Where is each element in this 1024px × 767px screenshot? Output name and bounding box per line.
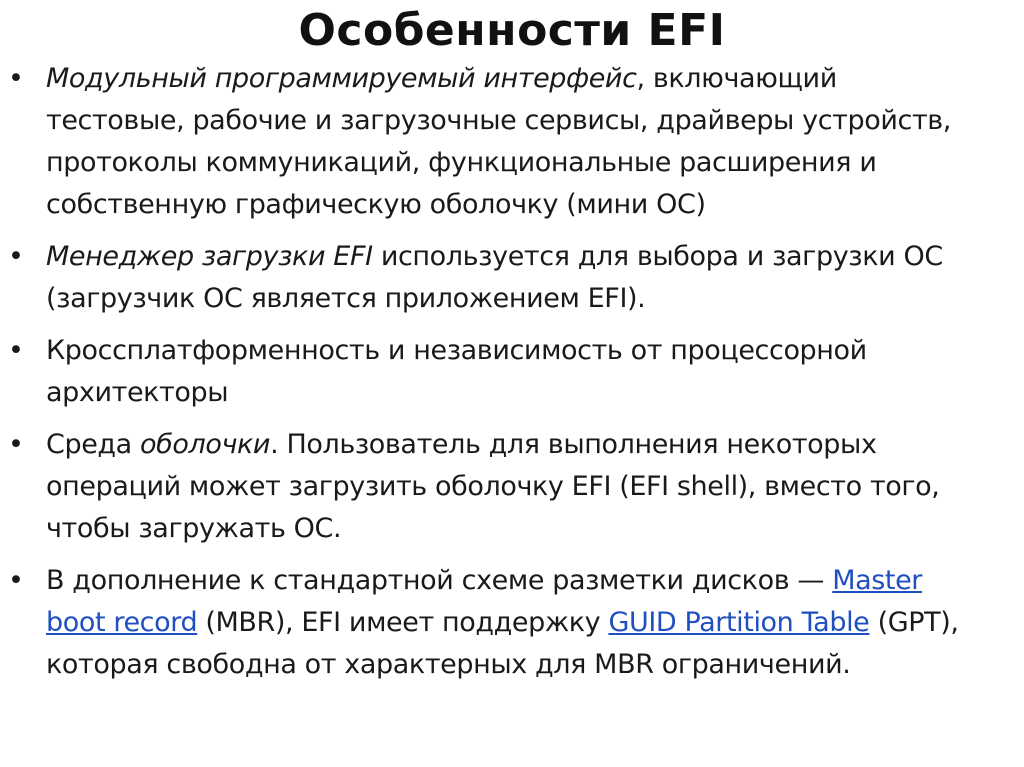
bullet-text: Кроссплатформенность и независимость от процессорной архитекторы	[46, 335, 867, 408]
bullet-text: используется для выбора и загрузки ОС (загрузчик ОС является приложением EFI).	[46, 241, 943, 314]
bullet-dot-icon: •	[8, 335, 24, 366]
bullet-emphasis: Модульный программируемый интерфейс	[46, 63, 637, 94]
bullet-item-boot-manager	[0, 236, 1024, 320]
bullet-dot-icon: •	[8, 429, 24, 460]
bullet-item-cross-platform	[0, 330, 1024, 414]
bullet-emphasis: оболочки	[140, 429, 271, 460]
slide-title: Особенности EFI	[298, 5, 726, 56]
master-boot-record-link[interactable]: Master boot record	[46, 565, 922, 638]
bullet-item-modular-interface	[0, 58, 1024, 226]
bullet-item-shell-environment	[0, 424, 1024, 550]
bullet-text-prefix: В дополнение к стандартной схеме разметки дисков —	[46, 565, 833, 596]
bullet-text: , включающий тестовые, рабочие и загрузочные сервисы, драйверы устройств, протоколы коммуникаций, функциональные расширения и собственную графическую оболочку (мини ОС)	[46, 63, 951, 220]
bullet-text: . Пользователь для выполнения некоторых операций может загрузить оболочку EFI (EFI shell), вместо того, чтобы загружать ОС.	[46, 429, 940, 544]
guid-partition-table-link[interactable]: GUID Partition Table	[608, 607, 870, 638]
bullet-text-prefix: Среда	[46, 429, 140, 460]
bullet-emphasis: Менеджер загрузки EFI	[46, 241, 373, 272]
bullet-text-suffix: (GPT), которая свободна от характерных для MBR ограничений.	[46, 607, 959, 680]
bullet-dot-icon: •	[8, 565, 24, 596]
bullet-dot-icon: •	[8, 241, 24, 272]
bullet-list	[0, 58, 1024, 696]
bullet-item-partition-support	[0, 560, 1024, 686]
bullet-text-middle: (MBR), EFI имеет поддержку	[197, 607, 609, 638]
bullet-dot-icon: •	[8, 63, 24, 94]
